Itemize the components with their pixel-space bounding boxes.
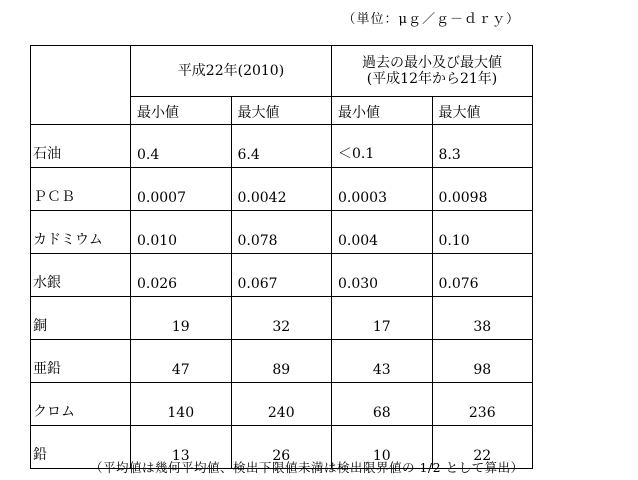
substance-name: クロム bbox=[31, 383, 131, 426]
value-maxpast: 22 bbox=[432, 426, 533, 469]
value-max2010: 32 bbox=[231, 297, 332, 340]
value-maxpast: 38 bbox=[432, 297, 533, 340]
substance-name: ＰＣＢ bbox=[31, 168, 131, 211]
value-maxpast: 98 bbox=[432, 340, 533, 383]
value-min2010: 0.010 bbox=[131, 211, 232, 254]
header-row-periods bbox=[31, 46, 533, 97]
value-maxpast: 0.0098 bbox=[432, 168, 533, 211]
header-max-past: 最大値 bbox=[432, 97, 533, 125]
unit-label: （単位：μｇ／ｇ－ｄｒｙ） bbox=[342, 12, 520, 27]
substance-name: カドミウム bbox=[31, 211, 131, 254]
header-min-2010: 最小値 bbox=[131, 97, 232, 125]
substance-name: 鉛 bbox=[31, 426, 131, 469]
header-corner-cell bbox=[31, 46, 131, 125]
value-minpast: 10 bbox=[332, 426, 433, 469]
value-min2010: 0.0007 bbox=[131, 168, 232, 211]
table-row bbox=[31, 168, 533, 211]
header-period-past-line2: (平成12年から21年) bbox=[366, 71, 498, 87]
table-row bbox=[31, 297, 533, 340]
table-row bbox=[31, 254, 533, 297]
table-body bbox=[31, 125, 533, 469]
value-minpast: ＜0.1 bbox=[332, 125, 433, 168]
footnote: （平均値は幾何平均値、検出下限値未満は検出限界値の 1/2 として算出） bbox=[90, 460, 524, 475]
value-min2010: 140 bbox=[131, 383, 232, 426]
substance-name: 亜鉛 bbox=[31, 340, 131, 383]
header-max-2010: 最大値 bbox=[231, 97, 332, 125]
value-maxpast: 8.3 bbox=[432, 125, 533, 168]
substance-name: 銅 bbox=[31, 297, 131, 340]
value-minpast: 0.004 bbox=[332, 211, 433, 254]
header-period-past-line1: 過去の最小及び最大値 bbox=[362, 55, 502, 71]
substance-name: 水銀 bbox=[31, 254, 131, 297]
table-row bbox=[31, 383, 533, 426]
value-minpast: 0.0003 bbox=[332, 168, 433, 211]
value-maxpast: 0.076 bbox=[432, 254, 533, 297]
substance-name: 石油 bbox=[31, 125, 131, 168]
value-maxpast: 0.10 bbox=[432, 211, 533, 254]
value-max2010: 240 bbox=[231, 383, 332, 426]
value-min2010: 13 bbox=[131, 426, 232, 469]
value-max2010: 0.0042 bbox=[231, 168, 332, 211]
value-minpast: 68 bbox=[332, 383, 433, 426]
value-max2010: 0.078 bbox=[231, 211, 332, 254]
results-table bbox=[30, 45, 533, 469]
value-max2010: 6.4 bbox=[231, 125, 332, 168]
value-max2010: 89 bbox=[231, 340, 332, 383]
value-minpast: 17 bbox=[332, 297, 433, 340]
value-minpast: 43 bbox=[332, 340, 433, 383]
value-max2010: 0.067 bbox=[231, 254, 332, 297]
table-row bbox=[31, 340, 533, 383]
header-period-2010: 平成22年(2010) bbox=[131, 46, 332, 97]
value-max2010: 26 bbox=[231, 426, 332, 469]
value-min2010: 0.026 bbox=[131, 254, 232, 297]
table-row bbox=[31, 211, 533, 254]
header-period-past bbox=[332, 46, 533, 97]
header-min-past: 最小値 bbox=[332, 97, 433, 125]
value-min2010: 0.4 bbox=[131, 125, 232, 168]
value-minpast: 0.030 bbox=[332, 254, 433, 297]
value-min2010: 47 bbox=[131, 340, 232, 383]
table-row bbox=[31, 125, 533, 168]
value-min2010: 19 bbox=[131, 297, 232, 340]
value-maxpast: 236 bbox=[432, 383, 533, 426]
